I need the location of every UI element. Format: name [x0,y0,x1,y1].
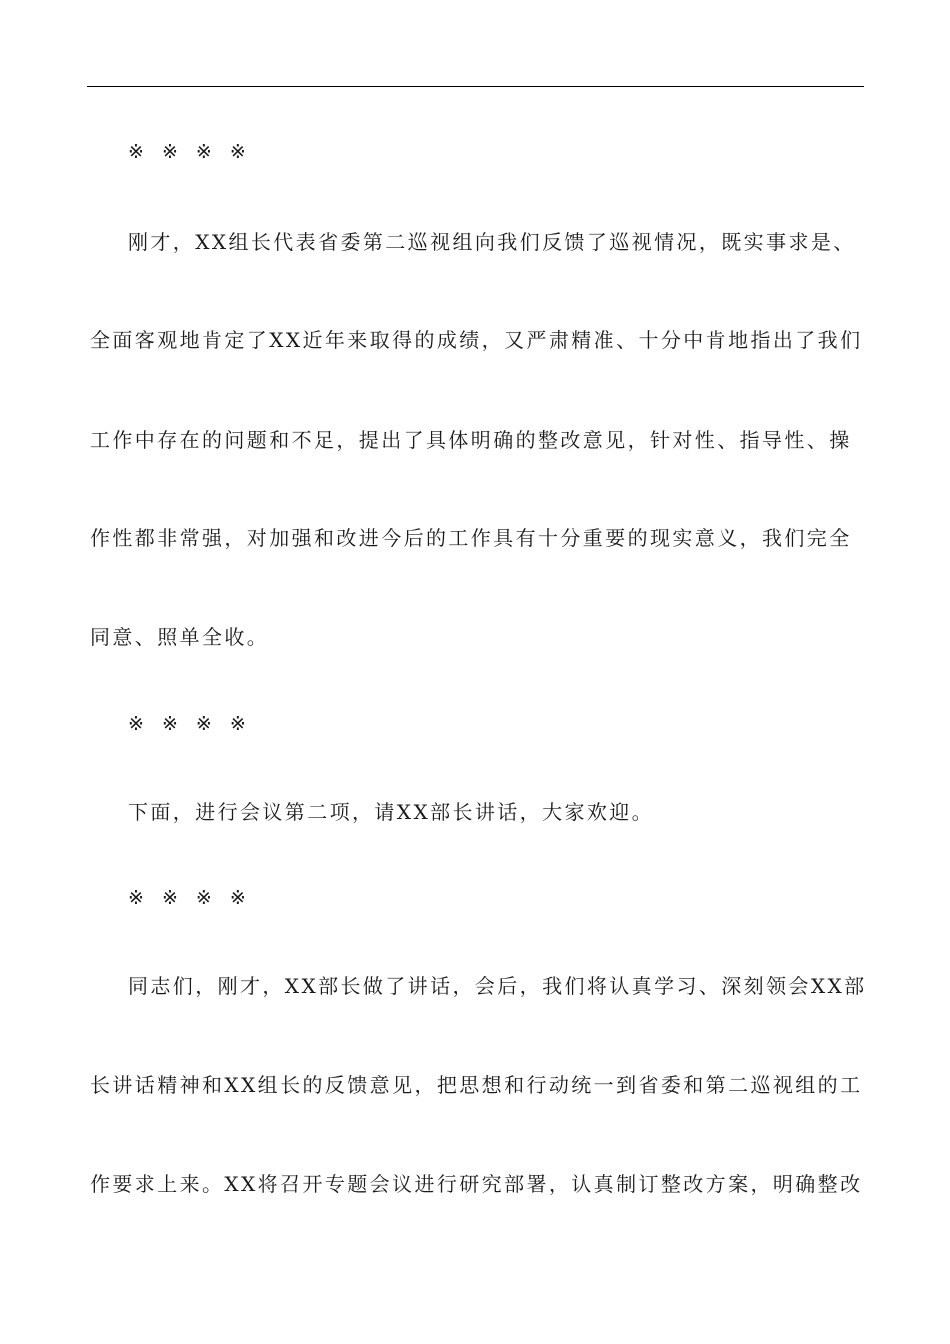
section-separator-2: ※ ※ ※ ※ [128,713,249,735]
section-separator-1: ※ ※ ※ ※ [128,141,249,163]
paragraph-3-line-1: 同志们，刚才，XX部长做了讲话，会后，我们将认真学习、深刻领会XX部 [128,974,867,998]
paragraph-3-line-3: 作要求上来。XX将召开专题会议进行研究部署，认真制订整改方案，明确整改 [90,1172,863,1196]
paragraph-1-line-3: 工作中存在的问题和不足，提出了具体明确的整改意见，针对性、指导性、操 [90,428,852,452]
paragraph-1-line-5: 同意、照单全收。 [90,625,270,649]
paragraph-1-line-2: 全面客观地肯定了XX近年来取得的成绩，又严肃精准、十分中肯地指出了我们 [90,328,863,352]
header-rule [87,86,864,87]
paragraph-2-line-1: 下面，进行会议第二项，请XX部长讲话，大家欢迎。 [128,800,655,824]
paragraph-1-line-1: 刚才，XX组长代表省委第二巡视组向我们反馈了巡视情况，既实事求是、 [128,230,856,254]
section-separator-3: ※ ※ ※ ※ [128,887,249,909]
paragraph-1-line-4: 作性都非常强，对加强和改进今后的工作具有十分重要的现实意义，我们完全 [90,526,852,550]
paragraph-3-line-2: 长讲话精神和XX组长的反馈意见，把思想和行动统一到省委和第二巡视组的工 [90,1073,863,1097]
